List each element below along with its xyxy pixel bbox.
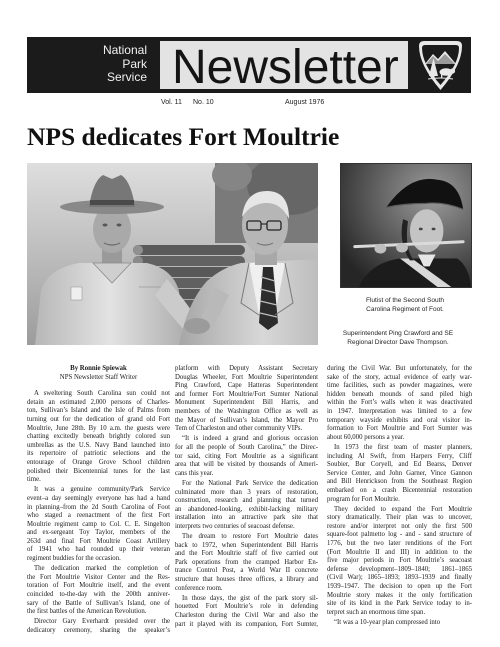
text-line: an abandoned-looking, exhibit-lacking military xyxy=(175,505,318,513)
text-line: trance Control Post, a World War II concrete xyxy=(175,567,318,575)
text-line: and ex-sergeant Toy Taylor, members of the xyxy=(27,529,170,537)
article-column-3 xyxy=(327,365,472,629)
article-paragraph xyxy=(175,435,318,478)
caption-line: Carolina Regiment of Foot. xyxy=(366,306,444,313)
text-line: cans this year. xyxy=(175,469,214,477)
text-line: detain an estimated 2,000 persons of Charles- xyxy=(27,398,170,406)
text-line: Tem of Charleston and other community VIPs. xyxy=(175,425,303,433)
text-line: and Bill Henrickson from the Southeast Region xyxy=(327,478,472,486)
text-line: in planning–from the 2d South Carolina of Foot xyxy=(27,503,170,511)
text-line: regiment buddies for the occasion. xyxy=(27,555,121,563)
text-line: Director Gary Everhardt presided over the xyxy=(34,618,170,626)
article-paragraph xyxy=(327,619,472,628)
volume-number: Vol. 11 xyxy=(161,99,182,106)
text-line: site of its kind in the Park Service today to in- xyxy=(327,600,472,608)
text-line: including Al Swift, from Harpers Ferry, Cliff xyxy=(327,452,472,460)
article-paragraph xyxy=(175,595,318,629)
article-paragraph xyxy=(27,618,170,635)
text-line: area that will be visited by thousands of Ameri- xyxy=(175,461,318,469)
text-line: Moultrie regiment camp to Col. C. E. Singelton xyxy=(27,520,170,528)
newsletter-title: Newsletter xyxy=(172,41,399,89)
text-line: umbrellas as the U.S. Navy Band launched into xyxy=(27,441,170,449)
photo-image xyxy=(27,163,318,345)
text-line: in 1947. Interpretation was limited to a few xyxy=(327,407,472,415)
text-line: Charleston during the Civil War and also the xyxy=(175,612,318,619)
text-line: during the Civil War. But unfortunately, for the xyxy=(327,365,472,372)
text-line: defense development–1809–1840; 1861–1865 xyxy=(327,565,472,573)
agency-name-line: Service xyxy=(106,70,147,84)
text-line: Monument Superintendent Bill Harris, and xyxy=(175,399,318,407)
text-line: the first battles of the American Revolution. xyxy=(27,608,147,616)
article-column-1 xyxy=(27,365,170,637)
text-line: formation to Fort Moultrie and Fort Sumter was xyxy=(327,425,472,433)
text-line: back to 1972, when Superintendent Bill Harris xyxy=(175,541,318,549)
photo-image xyxy=(341,164,471,287)
article-paragraph xyxy=(27,390,170,485)
text-line: square-foot palmetto log - and - sand structure of xyxy=(327,531,472,539)
text-line: program for Fort Moultrie. xyxy=(327,495,400,503)
text-line: ton, Sullivan’s Island and the Isle of Palms from xyxy=(27,407,170,415)
text-line: Douglas Wheeler, Fort Moultrie Superintendent xyxy=(175,373,318,381)
text-line: “It was a 10-year plan compressed into xyxy=(334,619,441,626)
issue-number: No. 10 xyxy=(193,99,214,106)
text-line: A sweltering South Carolina sun could not xyxy=(34,390,170,398)
flutist-photo-caption xyxy=(338,296,472,314)
text-line: the Mayor of Sullivan’s Island, the Mayor Pro xyxy=(175,416,318,424)
text-line: interprets two centuries of seacoast defense. xyxy=(175,522,295,530)
masthead xyxy=(27,37,471,93)
text-line: In 1973 the first team of master planners, xyxy=(334,443,472,451)
text-line: tor said, citing Fort Moultrie as a significant xyxy=(175,452,318,460)
text-line: the Fort Moultrie Visitor Center and the Res- xyxy=(27,573,170,581)
text-line: Service Center, and John Garner, Vince Gannon xyxy=(327,469,472,477)
text-line: installation into an attractive park site that xyxy=(175,514,318,522)
photo-dedication-handshake xyxy=(27,163,318,345)
text-line: dedicatory ceremony, sharing the speaker’s xyxy=(27,627,170,634)
text-line: construction, research and planning that turned xyxy=(175,497,318,505)
article-paragraph xyxy=(27,486,170,563)
text-line: about 60,000 persons a year. xyxy=(327,433,405,441)
text-line: embarked on a crash Bicentennial restoration xyxy=(327,486,472,494)
main-photo-caption xyxy=(324,329,472,347)
text-line: and former Fort Moultrie/Fort Sumter National xyxy=(175,390,318,398)
text-line: houetted Fort Moultrie’s role in defending xyxy=(175,603,318,611)
issue-date: August 1976 xyxy=(285,99,325,106)
text-line: chatting excitedly beneath brightly colored sun xyxy=(27,433,170,441)
text-line: story dramatically. Their plan was to uncover, xyxy=(327,514,472,522)
byline-role: NPS Newsletter Staff Writer xyxy=(59,373,138,381)
nps-arrowhead-icon xyxy=(410,37,471,93)
text-line: temporary wayside exhibits and oral visitor in- xyxy=(327,416,472,424)
text-line: and the Fort Moultrie staff of five carried out xyxy=(175,550,318,558)
caption-line: Superintendent Ping Crawford and SE xyxy=(342,330,454,337)
text-line: turning out for the dedication of grand old Fort xyxy=(27,415,170,423)
article-paragraph xyxy=(175,533,318,593)
masthead-title-panel xyxy=(160,41,408,89)
handshake xyxy=(184,318,210,334)
text-line: The dedication marked the completion of xyxy=(34,565,170,573)
text-line: The dream to restore Fort Moultrie dates xyxy=(182,533,318,541)
agency-name-line: Park xyxy=(122,56,147,71)
text-line: Park operations from the cramped Harbor En- xyxy=(175,558,318,566)
text-line: platform with Deputy Assistant Secretary xyxy=(175,365,318,372)
caption-line: Regional Director Dave Thompson. xyxy=(347,339,449,346)
article-paragraph xyxy=(327,506,472,618)
text-line: Moultrie story makes it the only fortification xyxy=(327,591,472,599)
text-line: of 1941 who had rounded up their veteran xyxy=(27,546,170,554)
article-column-2 xyxy=(175,365,318,631)
article-paragraph xyxy=(27,565,170,617)
text-line: 263d and final Fort Moultrie Coast Artillery xyxy=(27,537,170,545)
text-line: 1776, but the two later renditions of the Fort xyxy=(327,540,472,548)
agency-name-line: National xyxy=(102,43,147,57)
text-line: restore and/or interpret not only the first 500 xyxy=(327,522,472,530)
text-line: for all the people of South Carolina,” the Direc- xyxy=(175,443,318,451)
text-line: conference room. xyxy=(175,584,223,592)
text-line: who staged a reenactment of the first Fort xyxy=(27,512,170,520)
text-line: polished their Bicentennial tunes for the last xyxy=(27,467,170,475)
text-line: coincided to-the-day with the 200th anniver- xyxy=(27,591,170,599)
text-line: 1939–1947. The decision to open up the Fort xyxy=(327,583,472,591)
text-line: part it played with its companion, Fort Sumter, xyxy=(175,620,318,628)
text-line: time. xyxy=(27,476,41,484)
photo-flutist xyxy=(340,163,472,288)
byline-author: By Ronnie Spiewak xyxy=(70,365,127,372)
text-line: toration of Fort Moultrie itself, and the event xyxy=(27,582,170,590)
nps-arrowhead-logo xyxy=(410,37,471,93)
text-line: They decided to expand the Fort Moultrie xyxy=(334,505,472,513)
text-line: (Fort Moultrie II and III) in addition to the xyxy=(327,548,472,556)
text-line: event–a day seemingly everyone has had a hand xyxy=(27,494,170,502)
text-line: Moultrie, June 28th. By 10 a.m. the guests were xyxy=(27,424,170,432)
text-line: For the National Park Service the dedication xyxy=(182,479,318,487)
text-line: “It is indeed a grand and glorious occasion xyxy=(182,435,318,443)
article-paragraph xyxy=(327,365,472,442)
text-line: terpret such an enormous time span. xyxy=(327,608,426,616)
agency-name xyxy=(27,37,147,93)
text-line: sary of the Battle of Sullivan’s Island, one of xyxy=(27,599,170,607)
text-line: five major periods in Fort Moultrie’s seacoast xyxy=(327,557,472,565)
text-line: entourage of Orange Grove School children xyxy=(27,458,170,466)
article-headline: NPS dedicates Fort Moultrie xyxy=(27,122,340,151)
text-line: within the Fort’s walls when it was deactivated xyxy=(327,399,472,407)
article-paragraph xyxy=(175,365,318,434)
text-line: (Civil War); 1865–1893; 1893–1939 and finally xyxy=(327,574,472,582)
caption-line: Flutist of the Second South xyxy=(365,297,445,304)
article-paragraph xyxy=(175,480,318,532)
text-line: members of the Washington Office as well as xyxy=(175,407,318,415)
text-line: time facilities, such as powder magazines, were xyxy=(327,382,472,390)
text-line: structure that houses three offices, a library and xyxy=(175,576,318,584)
text-line: It was a genuine community/Park Service xyxy=(34,486,170,494)
text-line: In those days, the gist of the park story sil- xyxy=(182,594,318,602)
text-line: hidden beneath mounds of sand piled high xyxy=(327,390,472,398)
text-line: sake of the story, actual evidence of early war- xyxy=(327,373,472,381)
text-line: culminated more than 3 years of restoration, xyxy=(175,488,318,496)
text-line: Soubier, Bur Coryell, and Ed Bearss, Denver xyxy=(327,461,472,469)
article-paragraph xyxy=(327,444,472,504)
text-line: its repertoire of patriotic selections and the xyxy=(27,450,170,458)
text-line: Ping Crawford, Cape Hatteras Superintendent xyxy=(175,382,318,390)
